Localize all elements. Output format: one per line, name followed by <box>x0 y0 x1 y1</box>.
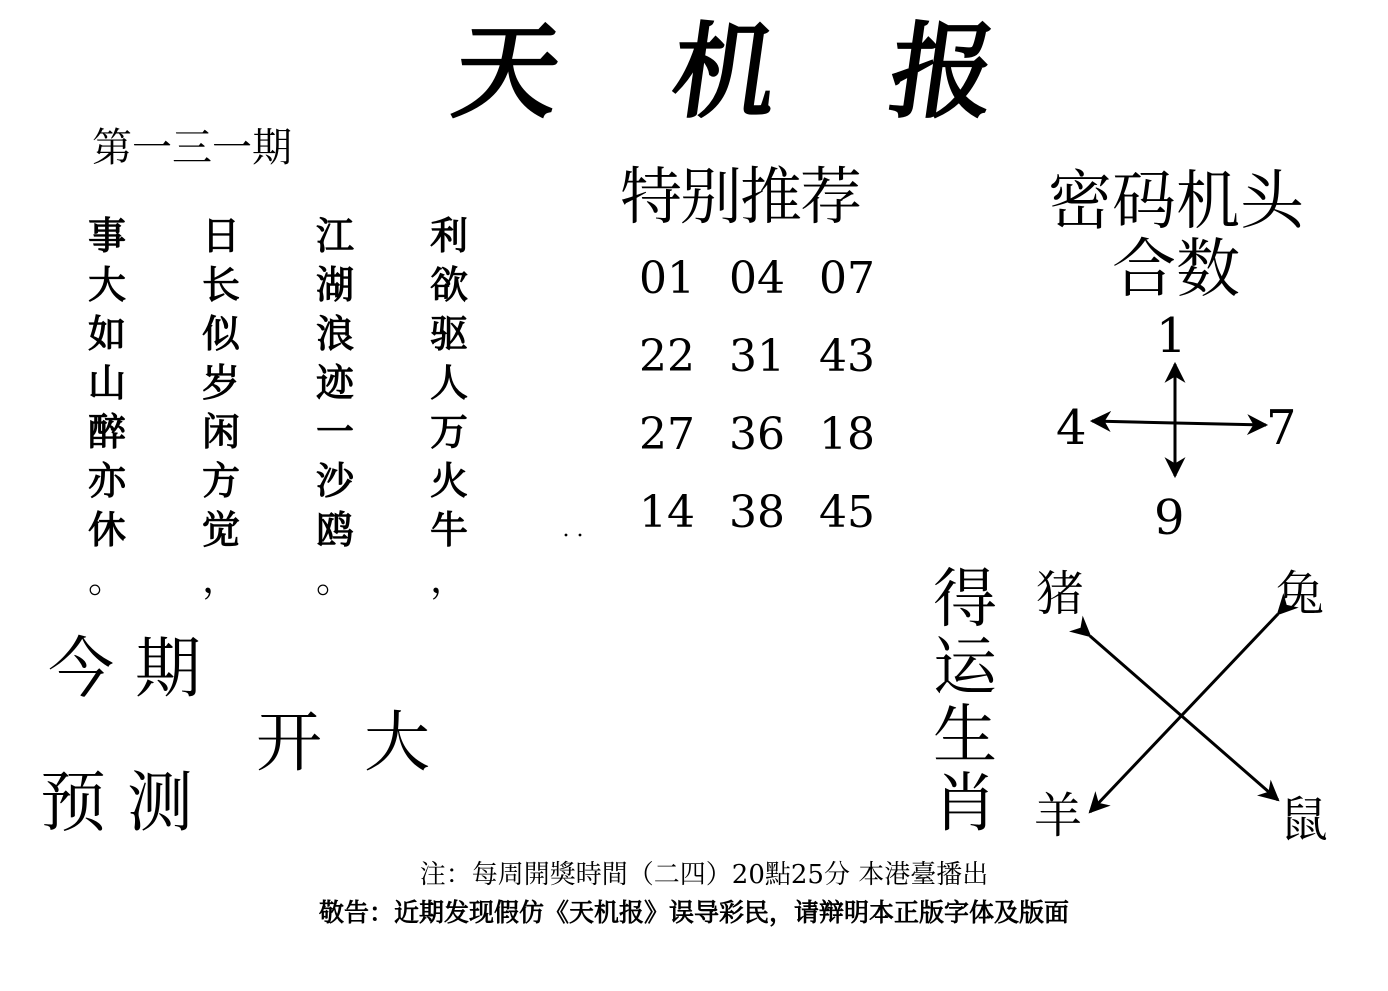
cross-arrows-icon <box>1092 364 1266 476</box>
poem-char: 闲 <box>201 410 240 454</box>
poem-char: 人 <box>429 361 468 405</box>
poem-char: 利 <box>429 214 468 258</box>
zodiac-title-char: 生 <box>933 699 997 773</box>
special-number: 38 <box>729 487 785 538</box>
special-number: 22 <box>639 331 695 382</box>
poem-char: 休 <box>87 508 126 552</box>
special-number: 36 <box>729 409 785 460</box>
poem-punctuation: ， <box>201 557 240 601</box>
special-number: 31 <box>729 331 785 382</box>
poem-punctuation: 。 <box>87 557 126 601</box>
poem-char: 如 <box>87 312 126 356</box>
zodiac-top-right: 兔 <box>1276 566 1325 622</box>
poem-char: 日 <box>201 214 240 258</box>
special-title: 特别推荐 <box>620 160 861 233</box>
warning-notice: 敬告：近期发现假仿《天机报》误导彩民，请辩明本正版字体及版面 <box>318 898 1069 927</box>
password-title-line1: 密码机头 <box>1048 165 1304 239</box>
poem-char: 江 <box>315 214 354 258</box>
zodiac-title-char: 肖 <box>933 767 997 841</box>
special-number: 45 <box>819 487 875 538</box>
special-number: 04 <box>729 253 785 304</box>
prediction-result: 开 大 <box>256 704 430 781</box>
poem-char: 驱 <box>429 312 468 356</box>
poem-char: 牛 <box>429 508 468 552</box>
speckle-dots <box>565 534 582 537</box>
masthead-char-3: 报 <box>882 10 1004 133</box>
password-bottom-number: 9 <box>1154 490 1185 546</box>
poem-char: 湖 <box>315 263 354 307</box>
special-number: 27 <box>639 409 695 460</box>
poem-char: 似 <box>201 312 240 356</box>
special-number: 14 <box>639 487 695 538</box>
special-number: 18 <box>819 409 875 460</box>
poem-char: 火 <box>429 459 468 503</box>
special-number: 01 <box>639 253 695 304</box>
special-number: 43 <box>819 331 875 382</box>
password-title-line2: 合数 <box>1112 233 1240 307</box>
poem-char: 欲 <box>429 263 468 307</box>
poem-punctuation: ， <box>429 557 468 601</box>
poem-char: 鸥 <box>315 508 354 552</box>
zodiac-title-char: 运 <box>933 631 997 705</box>
poem-char: 沙 <box>315 459 354 503</box>
broadcast-note: 注：每周開獎時間（二四）20點25分 本港臺播出 <box>419 860 989 890</box>
poem-char: 迹 <box>315 361 354 405</box>
masthead-char-2: 机 <box>664 10 786 133</box>
poem-char: 大 <box>87 263 126 307</box>
prediction-label-top: 今 期 <box>48 630 201 707</box>
poem-char: 亦 <box>87 459 126 503</box>
poem-punctuation: 。 <box>315 557 354 601</box>
poem-char: 醉 <box>87 410 126 454</box>
poem-char: 万 <box>429 410 468 454</box>
poem-char: 一 <box>315 410 354 454</box>
poem-char: 方 <box>201 459 240 503</box>
poem-char: 事 <box>87 214 126 258</box>
password-right-number: 7 <box>1266 400 1297 456</box>
diagonal-arrows-icon <box>1090 614 1278 812</box>
zodiac-bottom-left: 羊 <box>1034 788 1083 844</box>
special-number: 07 <box>819 253 875 304</box>
prediction-label-bottom: 预 测 <box>40 764 193 841</box>
poem-char: 觉 <box>201 508 240 552</box>
zodiac-title-char: 得 <box>933 563 997 637</box>
password-top-number: 1 <box>1156 308 1187 364</box>
password-left-number: 4 <box>1056 400 1087 456</box>
masthead-char-1: 天 <box>446 10 568 133</box>
poem-char: 浪 <box>315 312 354 356</box>
poem-char: 山 <box>87 361 126 405</box>
zodiac-bottom-right: 鼠 <box>1280 792 1329 848</box>
issue-number: 第一三一期 <box>92 125 292 171</box>
zodiac-top-left: 猪 <box>1036 566 1085 622</box>
poem-char: 长 <box>201 263 240 307</box>
poem-char: 岁 <box>201 361 240 405</box>
